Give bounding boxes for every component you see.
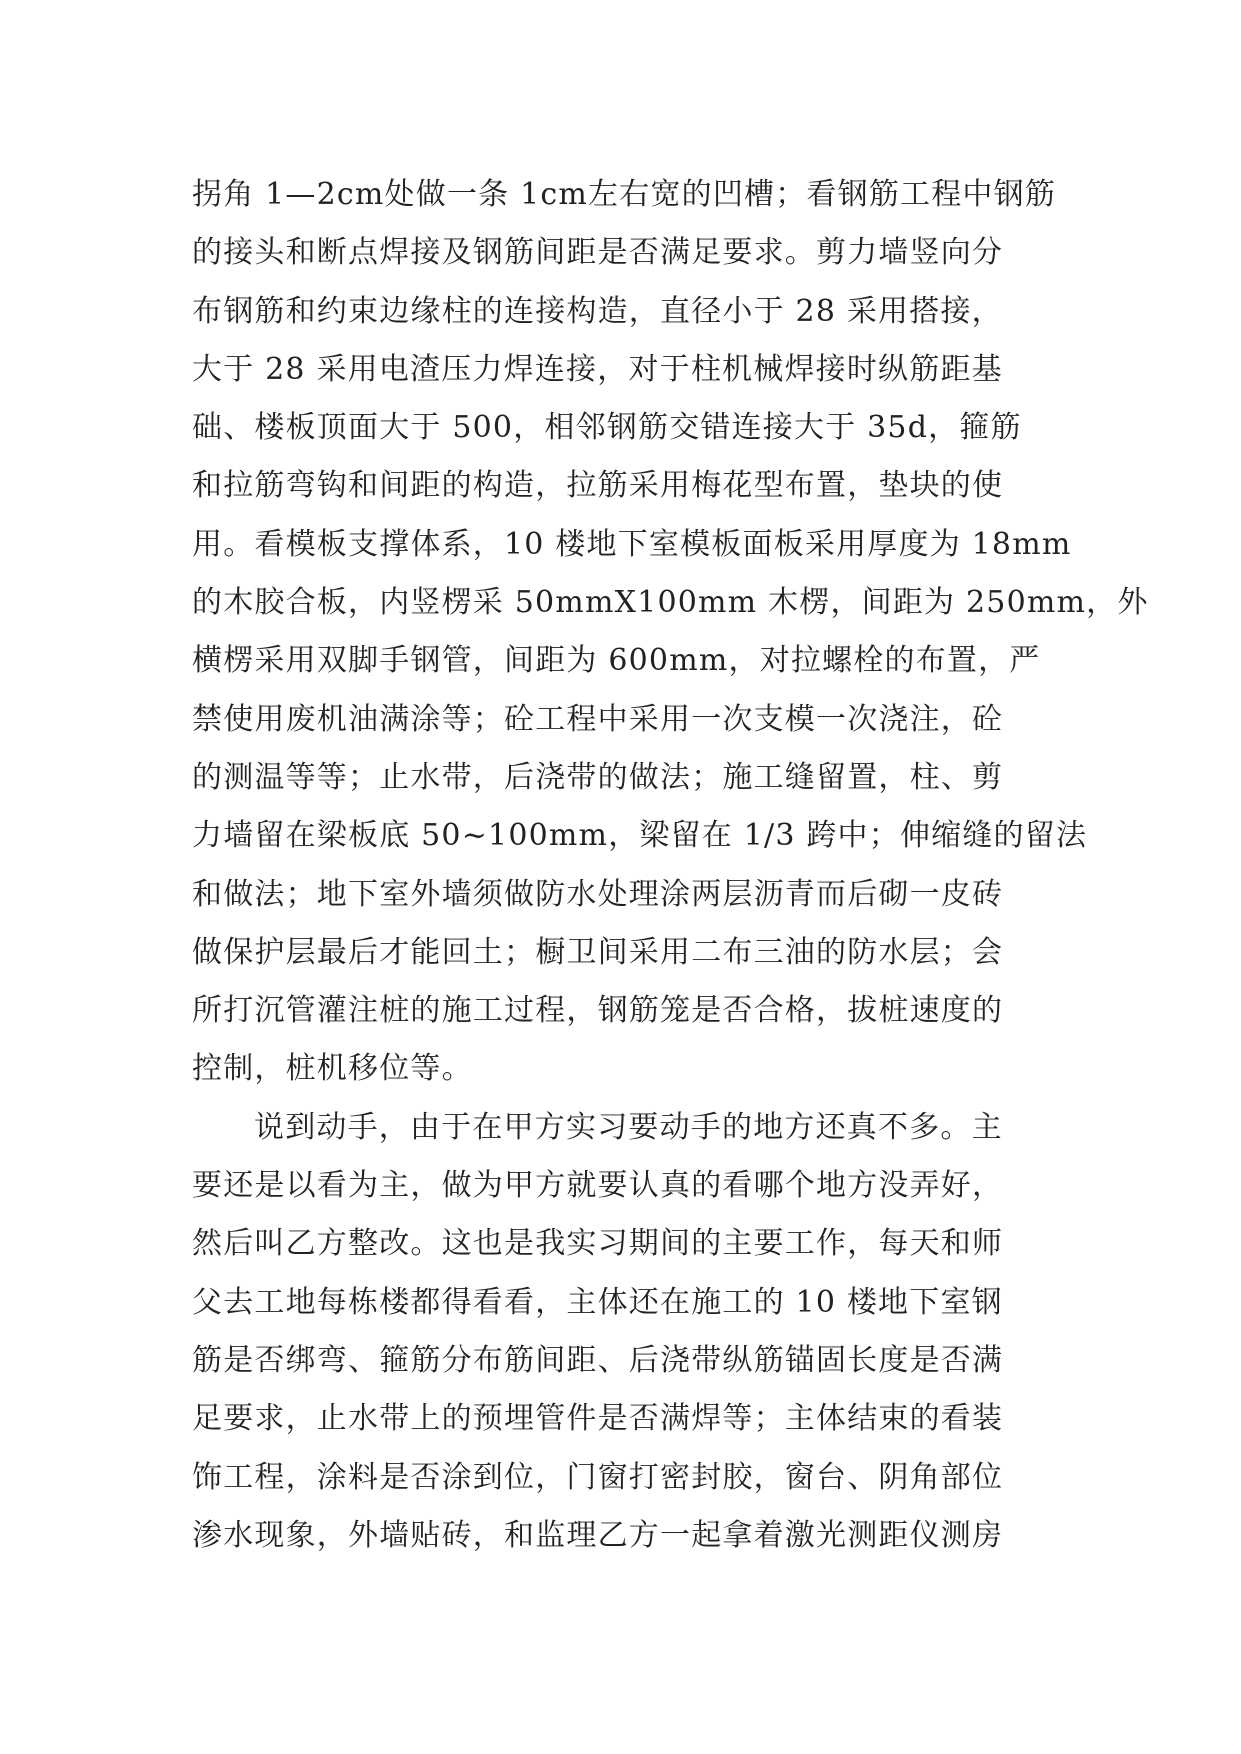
text-line: 渗水现象，外墙贴砖，和监理乙方一起拿着激光测距仪测房 — [192, 1517, 1004, 1553]
text-line: 所打沉管灌注桩的施工过程，钢筋笼是否合格，拔桩速度的 — [192, 993, 1004, 1029]
text-line: 的接头和断点焊接及钢筋间距是否满足要求。剪力墙竖向分 — [192, 235, 1004, 271]
paragraph-2 — [192, 1099, 1052, 1565]
text-line: 横楞采用双脚手钢管，间距为 600mm，对拉螺栓的布置，严 — [192, 643, 1041, 679]
text-line: 和做法；地下室外墙须做防水处理涂两层沥青而后砌一皮砖 — [192, 876, 1004, 912]
text-line: 和拉筋弯钩和间距的构造，拉筋采用梅花型布置，垫块的使 — [192, 468, 1004, 504]
text-line: 力墙留在梁板底 50~100mm，梁留在 1/3 跨中；伸缩缝的留法 — [192, 818, 1088, 854]
text-line: 禁使用废机油满涂等；砼工程中采用一次支模一次浇注，砼 — [192, 701, 1004, 737]
text-line: 控制，桩机移位等。 — [192, 1051, 473, 1087]
text-line: 足要求，止水带上的预埋管件是否满焊等；主体结束的看装 — [192, 1401, 1004, 1437]
text-line: 筋是否绑弯、箍筋分布筋间距、后浇带纵筋锚固长度是否满 — [192, 1342, 1004, 1378]
text-line: 的测温等等；止水带，后浇带的做法；施工缝留置，柱、剪 — [192, 759, 1004, 795]
text-line: 大于 28 采用电渣压力焊连接，对于柱机械焊接时纵筋距基 — [192, 351, 1003, 387]
text-line: 础、楼板顶面大于 500，相邻钢筋交错连接大于 35d，箍筋 — [192, 410, 1022, 446]
text-line: 父去工地每栋楼都得看看，主体还在施工的 10 楼地下室钢 — [192, 1284, 1003, 1320]
text-line: 要还是以看为主，做为甲方就要认真的看哪个地方没弄好， — [192, 1168, 1004, 1204]
paragraph-1 — [192, 166, 1149, 1099]
text-line: 拐角 1—2cm处做一条 1cm左右宽的凹槽；看钢筋工程中钢筋 — [192, 177, 1057, 212]
text-line: 饰工程，涂料是否涂到位，门窗打密封胶，窗台、阴角部位 — [192, 1459, 1004, 1495]
text-line: 然后叫乙方整改。这也是我实习期间的主要工作，每天和师 — [192, 1226, 1004, 1262]
text-line: 的木胶合板，内竖楞采 50mmX100mm 木楞，间距为 250mm，外 — [192, 585, 1149, 621]
text-line: 用。看模板支撑体系，10 楼地下室模板面板采用厚度为 18mm — [192, 526, 1072, 562]
text-line: 做保护层最后才能回土；橱卫间采用二布三油的防水层；会 — [192, 934, 1004, 970]
text-line: 说到动手，由于在甲方实习要动手的地方还真不多。主 — [254, 1109, 1003, 1145]
body-text — [192, 166, 1149, 1565]
text-line: 布钢筋和约束边缘柱的连接构造，直径小于 28 采用搭接， — [192, 293, 1003, 329]
